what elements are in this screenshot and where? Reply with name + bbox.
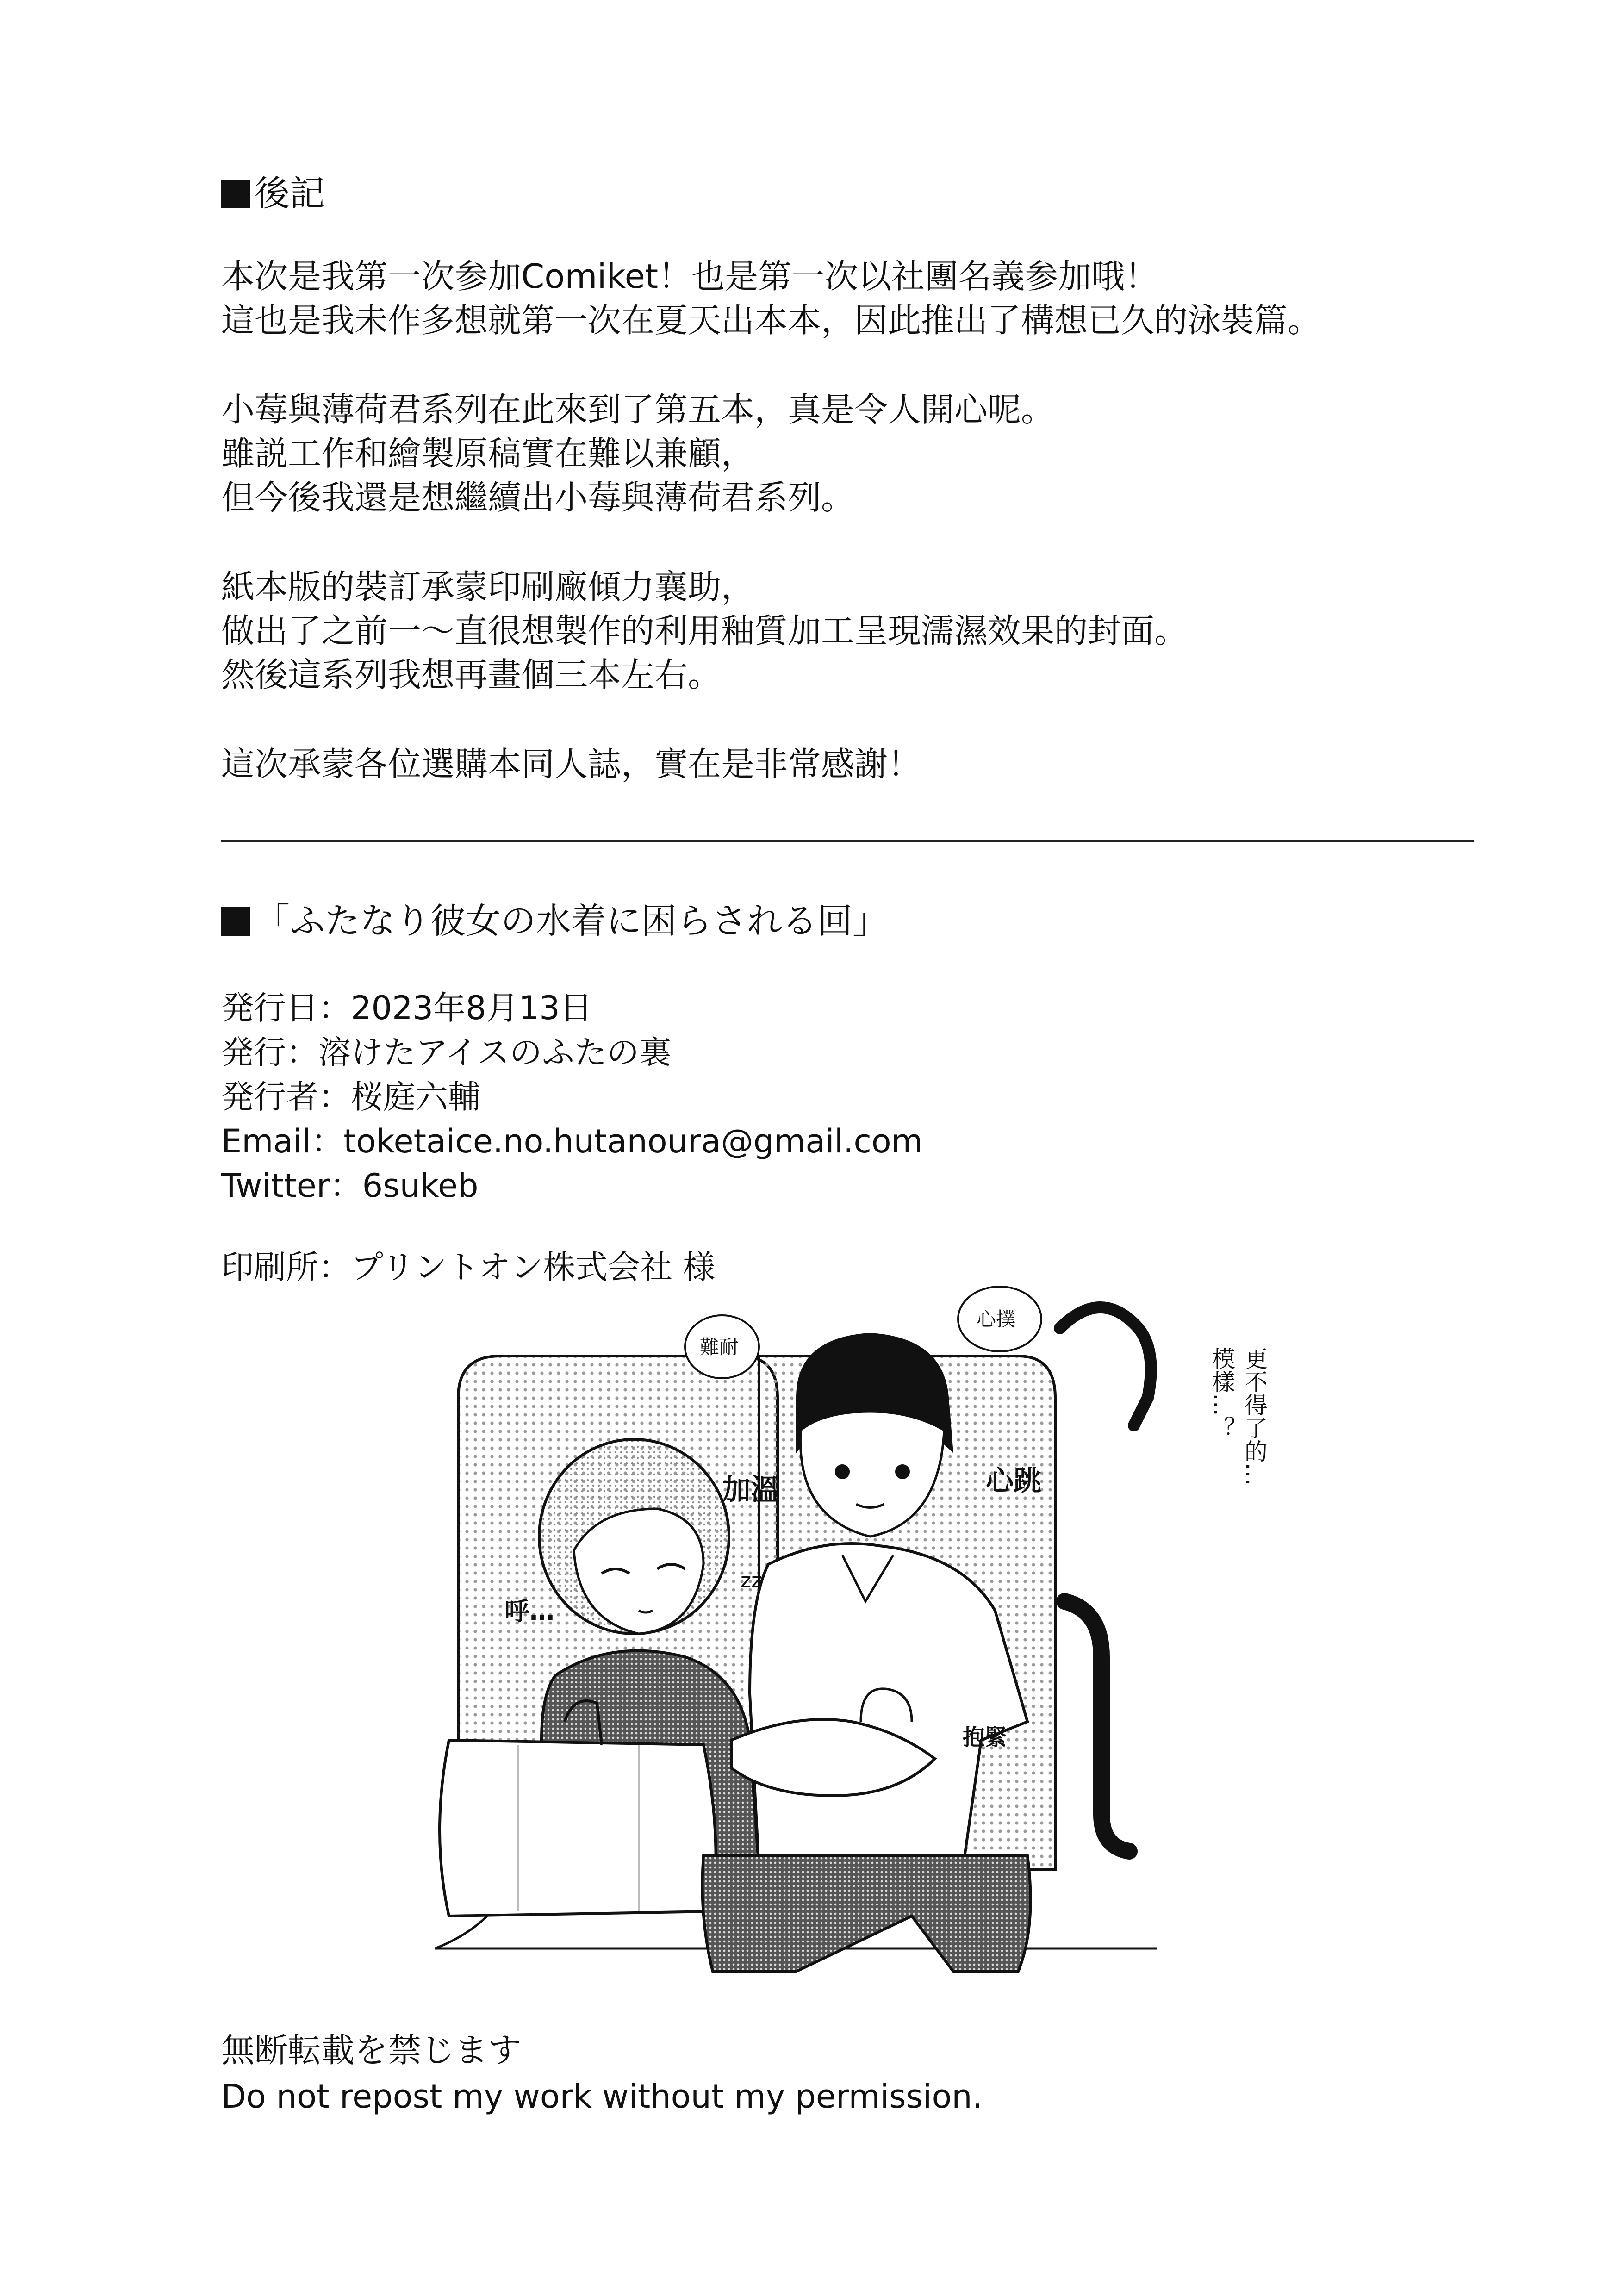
square-bullet-icon [221,180,250,208]
text-line: 小莓與薄荷君系列在此來到了第五本，真是令人開心呢。 [221,390,1055,429]
vertical-caption-1: 更不得了的… [1241,1347,1268,1486]
notice-en: Do not repost my work without my permission. [221,2078,983,2116]
text-line: 這也是我未作多想就第一次在夏天出本本，因此推出了構想已久的泳裝篇。 [221,301,1321,340]
twitter: Twitter：6sukeb [221,1167,479,1205]
email: Email：toketaice.no.hutanoura@gmail.com [221,1122,923,1160]
printer: 印刷所：プリントオン株式会社 様 [221,1248,716,1286]
afterword-paragraph-4 [221,742,1471,786]
sfx-bubble-small: 難耐 [700,1336,739,1358]
colophon-details [221,986,923,1208]
side-rail [1064,1601,1129,1851]
afterword-paragraph-2 [221,388,1471,520]
text-line: 雖説工作和繪製原稿實在難以兼顧， [221,434,755,473]
grab-handle [1060,1307,1151,1425]
afterword-title-text: 後記 [255,173,325,214]
colophon-heading [221,898,888,944]
afterword-body [221,255,1471,832]
text-line: 然後這系列我想再畫個三本左右。 [221,655,722,694]
text-line: 但今後我還是想繼續出小莓與薄荷君系列。 [221,478,855,517]
afterword-paragraph-3 [221,565,1471,697]
afterword-heading [221,170,325,217]
illustration-svg [380,1277,1314,1999]
notice-jp: 無断転載を禁じます [221,2031,522,2070]
publisher: 発行：溶けたアイスのふたの裏 [221,1033,672,1071]
sfx-heartbeat: 心跳 [986,1465,1041,1497]
publish-date: 発行日：2023年8月13日 [221,989,592,1027]
section-divider [221,840,1474,842]
text-line: 本次是我第一次参加Comiket！也是第一次以社團名義参加哦！ [221,257,1158,296]
bag [440,1740,716,1916]
sfx-hug: 抱緊 [963,1724,1008,1750]
text-line: 這次承蒙各位選購本同人誌，實在是非常感謝！ [221,745,921,784]
afterword-paragraph-1 [221,255,1471,342]
sfx-zz: zz [741,1569,762,1593]
author: 発行者：桜庭六輔 [221,1078,480,1116]
text-line: 做出了之前一～直很想製作的利用釉質加工呈現濡濕效果的封面。 [221,611,1188,650]
illustration [380,1277,1314,1999]
vertical-caption-2: 模樣…？ [1208,1347,1235,1439]
sfx-bubble-heart: 心撲 [977,1308,1016,1331]
text-line: 紙本版的裝訂承蒙印刷廠傾力襄助， [221,567,755,606]
sfx-sleep: 呼… [504,1597,554,1626]
sfx-warm: 加溫 [722,1473,780,1506]
work-title-text: 「ふたなり彼女の水着に困らされる回」 [255,900,888,941]
boy-pants [703,1856,1031,1972]
square-bullet-icon [221,907,250,936]
repost-notice [221,2027,983,2120]
